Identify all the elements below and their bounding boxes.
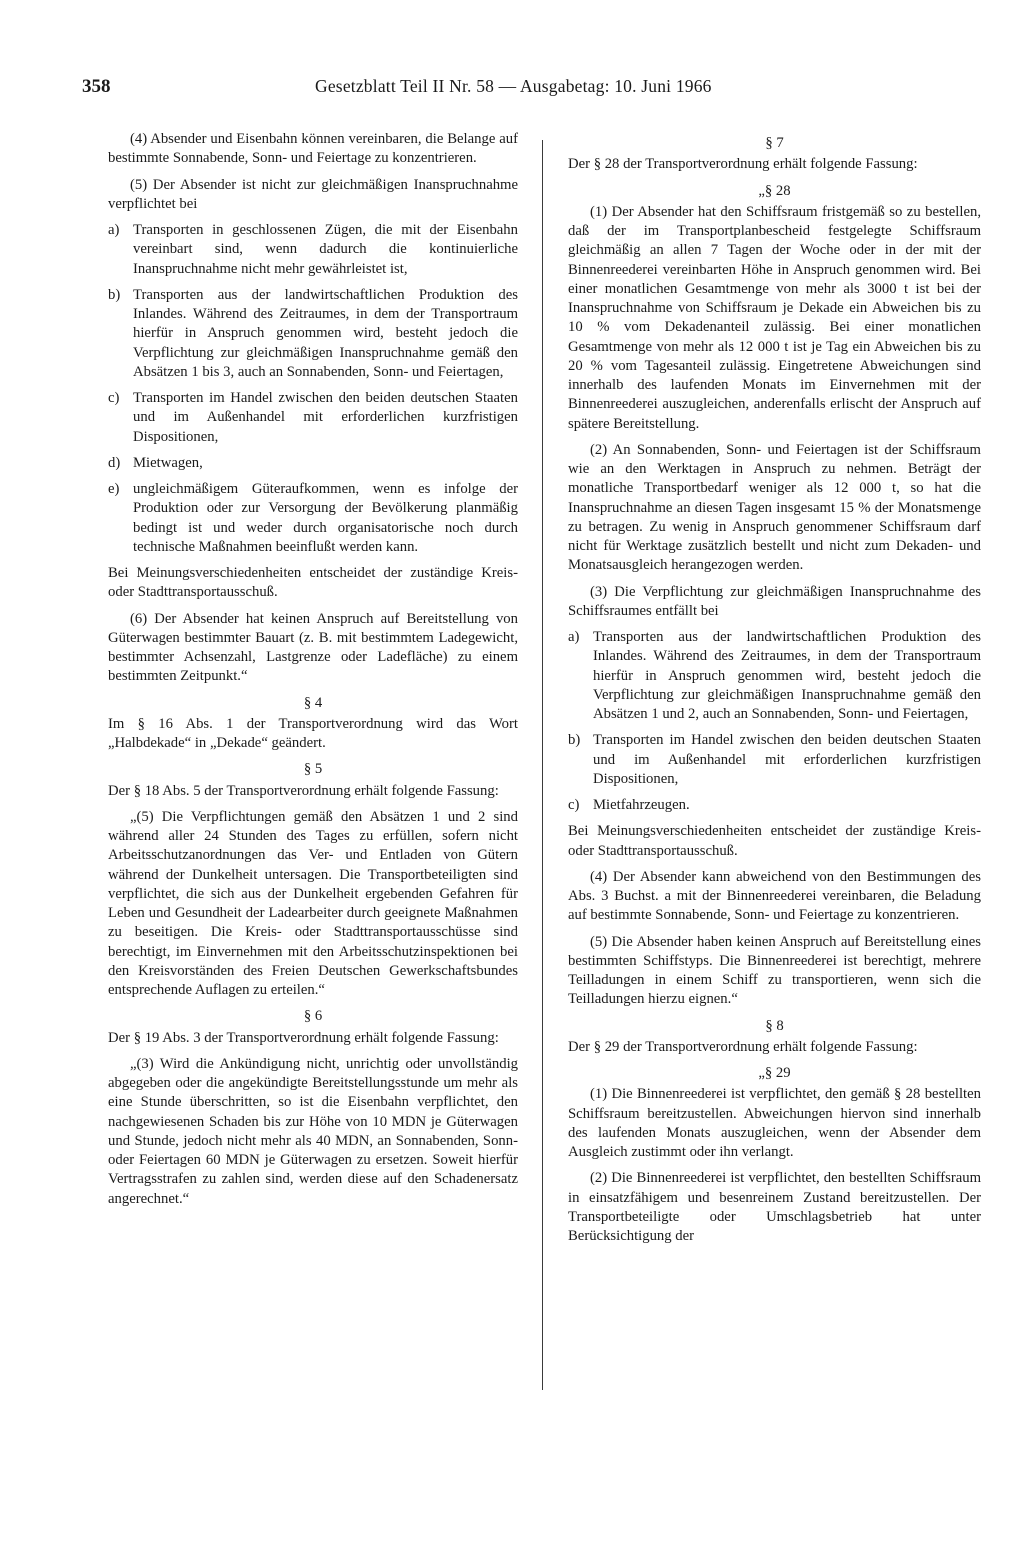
list-item [568,796,981,815]
list-item-label: b) [568,732,581,749]
section-28-paragraph-1: (1) Der Absender hat den Schiffsraum fristgemäß so zu bestellen, daß der im Transportplanbescheid festgelegte Schiffsraum gleichmäßig an allen 7 Tagen der Woche oder in der mit der Binnenreederei vereinbarten Höhe in Anspruch genommen wird. Bei einer monatlichen Gesamtmenge von mehr als 3000 t ist bei der Inanspruchnahme von Schiffsraum je Dekade ein Abweichen bis zu 10 % vom Dekadenanteil zulässig. Bei einer monatlichen Gesamtmenge von mehr als 12 000 t ist je Tag ein Abweichen bis zu 20 % vom Tagesanteil zulässig. Eingetretene Abweichungen sind innerhalb des laufenden Monats im Einvernehmen mit der Binnenreederei auszugleichen, anderenfalls erlischt der Anspruch auf spätere Bereitstellung. [568,203,981,432]
paragraph-4: (4) Absender und Eisenbahn können vereinbaren, die Belange auf bestimmte Sonnabende, Sonn- und Feiertage zu konzentrieren. [108,131,518,167]
list-item [108,454,518,473]
section-7-title: § 7 [765,135,784,151]
list-item [108,221,518,279]
dispute-clause: Bei Meinungsverschiedenheiten entscheidet der zuständige Kreis- oder Stadttransportausschuß. [568,823,981,859]
section-5-intro: Der § 18 Abs. 5 der Transportverordnung erhält folgende Fassung: [108,782,499,799]
section-5-title: § 5 [303,761,323,778]
right-column [568,130,981,1253]
page-header [82,76,944,104]
section-6-title: § 6 [303,1008,323,1025]
section-28-paragraph-2: (2) An Sonnabenden, Sonn- und Feiertagen ist der Schiffsraum wie an den Werktagen in Anspruch zu nehmen. Beträgt der monatliche Transportbedarf weniger als 12 000 t, so hat die Inanspruchnahme an diesen Tagen insgesamt 15 % der Monatsmenge zu betragen. Zu wenig in Anspruch genommener Schiffsraum darf nicht für Werktage zusätzlich bestellt und nicht zum Dekaden- und Monatsausgleich herangezogen werden. [568,441,981,574]
section-28-title: „§ 28 [758,182,791,199]
list-item-text: Transporten aus der landwirtschaftlichen Produktion des Inlandes. Während des Zeitraumes, in dem der Transportraum hierfür in Anspruch genommen wird, besteht jedoch die Verpflichtung zur gleichmäßigen Inanspruchnahme gemäß den Absätzen 1 und 2, auch an Sonnabenden, Sonn- und Feiertagen, [593,629,981,722]
paragraph-6: (6) Der Absender hat keinen Anspruch auf Bereitstellung von Güterwagen bestimmter Bauart (z. B. mit bestimmtem Ladegewicht, bestimmter Achsenzahl, Lastgrenze oder Ladefläche) zu einem bestimmten Zeitpunkt.“ [108,610,518,685]
running-head: Gesetzblatt Teil II Nr. 58 — Ausgabetag: 10. Juni 1966 [315,76,712,96]
section-7-intro: Der § 28 der Transportverordnung erhält folgende Fassung: [568,156,918,173]
section-28-paragraph-3: (3) Die Verpflichtung zur gleichmäßigen Inanspruchnahme des Schiffsraumes entfällt bei [568,583,981,619]
list-item-text: Transporten in geschlossenen Zügen, die mit der Eisenbahn vereinbart sind, wenn dadurch die kontinuierliche Inanspruchnahme nicht mehr gewährleistet ist, [133,222,518,277]
section-8-title: § 8 [765,1017,784,1034]
section-6-intro: Der § 19 Abs. 3 der Transportverordnung erhält folgende Fassung: [108,1029,499,1046]
section-5-text: „(5) Die Verpflichtungen gemäß den Absätzen 1 und 2 sind während aller 24 Stunden des Tages zu erfüllen, sofern nicht Arbeitsschutzanordnungen das Ver- und Entladen von Gütern während der Dunkelheit untersagen. Die Transportbeteiligten sind verpflichtet, die sich aus der Dunkelheit ergebenden Gefahren für Leben und Gesundheit der Ladearbeiter durch geeignete Maßnahmen zu beseitigen. Die Kreis- oder Stadttransportausschüsse sind berechtigt, im Einvernehmen mit den Arbeitsschutzinspektionen bei den Kreisvorständen des Freien Deutschen Gewerkschaftsbundes entsprechende Auflagen zu erteilen.“ [108,808,518,998]
section-28-paragraph-4: (4) Der Absender kann abweichend von den Bestimmungen des Abs. 3 Buchst. a mit der Binnenreederei vereinbaren, die Beladung auf bestimmte Sonnabende, Sonn- und Feiertage zu konzentrieren. [568,868,981,924]
list-item [568,628,981,724]
section-29-paragraph-1: (1) Die Binnenreederei ist verpflichtet, den gemäß § 28 bestellten Schiffsraum bereitzustellen. Abweichungen hiervon sind innerhalb des laufenden Monats auszugleichen, wenn der Absender dem Ausgleich zustimmt oder ihn verlangt. [568,1086,981,1160]
section-28-paragraph-5: (5) Die Absender haben keinen Anspruch auf Bereitstellung eines bestimmten Schiffstyps. Die Binnenreederei ist berechtigt, mehrere Teilladungen in einem Schiff zu transportieren, wenn sich die Teilladungen hierzu eignen.“ [568,933,981,1008]
list-item-label: c) [568,797,580,813]
list-item-text: Mietwagen, [133,454,203,471]
page-number: 358 [82,76,111,97]
list-item-text: Mietfahrzeugen. [593,797,690,813]
list-item-label: c) [108,390,120,406]
list-item-text: Transporten im Handel zwischen den beiden deutschen Staaten und im Außenhandel mit erforderlichen kurzfristigen Dispositionen, [133,390,518,445]
list-item [108,480,518,557]
section-4-text: Im § 16 Abs. 1 der Transportverordnung wird das Wort „Halbdekade“ in „Dekade“ geändert. [108,715,518,751]
list-item-label: d) [108,454,121,471]
paragraph-5: (5) Der Absender ist nicht zur gleichmäßigen Inanspruchnahme verpflichtet bei [108,176,518,212]
list-item-text: ungleichmäßigem Güteraufkommen, wenn es infolge der Produktion oder zur Versorgung der Bevölkerung planmäßig bedingt ist und weder durch organisatorische noch durch technische Maßnahmen beeinflußt werden kann. [133,481,518,555]
list-item-label: a) [108,222,120,238]
section-8-intro: Der § 29 der Transportverordnung erhält folgende Fassung: [568,1038,918,1055]
section-4-title: § 4 [303,694,323,711]
list-item-label: e) [108,481,120,497]
column-divider [542,140,543,1390]
list-item-text: Transporten im Handel zwischen den beiden deutschen Staaten und im Außenhandel mit erforderlichen kurzfristigen Dispositionen, [593,732,981,787]
dispute-clause: Bei Meinungsverschiedenheiten entscheidet der zuständige Kreis- oder Stadttransportausschuß. [108,565,518,601]
section-6-text: „(3) Wird die Ankündigung nicht, unrichtig oder unvollständig abgegeben oder die angekündigte Bereitstellungsstunde um mehr als eine Stunde überschritten, so ist die Eisenbahn verpflichtet, den nachgewiesenen Schaden bis zur Höhe von 10 MDN je Güterwagen und Stunde, jedoch nicht mehr als 40 MDN, an Sonnabenden, Sonn- oder Feiertagen 60 MDN je Güterwagen zu ersetzen. Soweit hierfür Vertragsstrafen zu zahlen sind, werden diese auf den Schadenersatz angerechnet.“ [108,1055,518,1207]
list-item [108,389,518,447]
section-29-paragraph-2: (2) Die Binnenreederei ist verpflichtet, den bestellten Schiffsraum in einsatzfähigem und besenreinem Zustand bereitzustellen. Der Transportbeteiligte oder Umschlagsbetrieb hat unter Berücksichtigung der [568,1170,981,1244]
list-item [568,731,981,789]
section-29-title: „§ 29 [758,1065,791,1081]
list-item-label: a) [568,629,580,645]
left-column [108,130,518,1216]
list-item-label: b) [108,286,121,303]
list-item [108,286,518,382]
list-item-text: Transporten aus der landwirtschaftlichen Produktion des Inlandes. Während des Zeitraumes, in dem der Transportraum hierfür in Anspruch genommen wird, besteht jedoch die Verpflichtung zur gleichmäßigen Inanspruchnahme gemäß den Absätzen 1 bis 3, auch an Sonnabenden, Sonn- und Feiertagen, [133,286,518,380]
